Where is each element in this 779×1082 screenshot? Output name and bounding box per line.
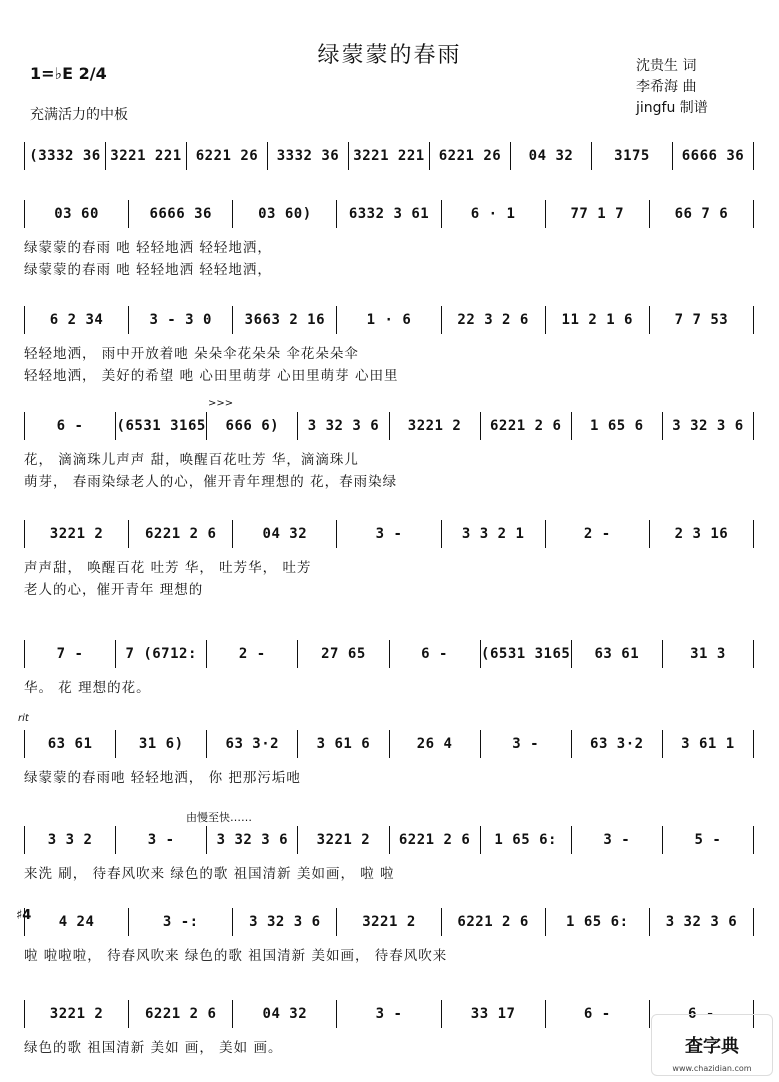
notes-row <box>24 142 754 170</box>
measure: 7 - <box>24 640 116 668</box>
measure: 3221 2 <box>24 1000 129 1028</box>
measure: 3221 2 <box>337 908 441 936</box>
watermark-logo <box>651 1014 773 1076</box>
notes-row <box>24 520 754 548</box>
lyric-line: 绿蒙蒙的春雨 吔 轻轻地洒 轻轻地洒， <box>24 240 272 256</box>
measure: 6221 2 6 <box>390 826 481 854</box>
measure: 6666 36 <box>673 142 754 170</box>
measure: 63 3·2 <box>572 730 663 758</box>
measure: (6531 3165 <box>481 640 572 668</box>
watermark-url: www.chazidian.com <box>672 1064 752 1073</box>
measure: 6221 26 <box>187 142 268 170</box>
measure: 3221 221 <box>349 142 430 170</box>
measure: 3 -: <box>129 908 233 936</box>
measure: 1 65 6: <box>481 826 572 854</box>
measure: 3221 2 <box>24 520 129 548</box>
measure: 6 - <box>390 640 481 668</box>
measure: 63 61 <box>572 640 663 668</box>
measure: 3332 36 <box>268 142 349 170</box>
lyric-line: 萌芽， 春雨染绿老人的心，催开青年理想的 花，春雨染绿 <box>24 474 398 490</box>
measure: 04 32 <box>233 1000 337 1028</box>
measure: 6221 2 6 <box>442 908 546 936</box>
notes-row <box>24 730 754 758</box>
measure: 3 61 6 <box>298 730 389 758</box>
measure: (3332 36 <box>24 142 106 170</box>
lyric-line: 轻轻地洒， 雨中开放着吔 朵朵伞花朵朵 伞花朵朵伞 <box>24 346 359 362</box>
measure: (6531 3165 <box>116 412 207 440</box>
measure: 03 60 <box>24 200 129 228</box>
lyric-line: 绿色的歌 祖国清新 美如 画， 美如 画。 <box>24 1040 283 1056</box>
measure: 33 17 <box>442 1000 546 1028</box>
measure: 3 - <box>481 730 572 758</box>
measure: 3 61 1 <box>663 730 754 758</box>
measure: 3221 2 <box>390 412 481 440</box>
sharp-mark: ♯4 <box>16 908 32 923</box>
measure: 7 (6712: <box>116 640 207 668</box>
lyric-line: 来洗 刷， 待春风吹来 绿色的歌 祖国清新 美如画， 啦 啦 <box>24 866 395 882</box>
measure: 6332 3 61 <box>337 200 441 228</box>
measure: 5 - <box>663 826 754 854</box>
measure: 27 65 <box>298 640 389 668</box>
measure: 3 32 3 6 <box>207 826 298 854</box>
measure: 6 - <box>546 1000 650 1028</box>
tempo-marking: 充满活力的中板 <box>30 107 128 123</box>
notes-row <box>24 412 754 440</box>
composer: 李希海 曲 <box>636 79 697 95</box>
song-title: 绿蒙蒙的春雨 <box>317 43 462 68</box>
measure: 666 6) <box>207 412 298 440</box>
measure: 3 - <box>116 826 207 854</box>
measure: 7 7 53 <box>650 306 754 334</box>
measure: 2 3 16 <box>650 520 754 548</box>
measure: 04 32 <box>233 520 337 548</box>
measure: 6 · 1 <box>442 200 546 228</box>
measure: 3 3 2 1 <box>442 520 546 548</box>
measure: 3 - <box>337 520 441 548</box>
measure: 6221 2 6 <box>129 520 233 548</box>
measure: 31 6) <box>116 730 207 758</box>
watermark-brand: 查字典 <box>685 1036 739 1057</box>
measure: 3663 2 16 <box>233 306 337 334</box>
measure: 3221 2 <box>298 826 389 854</box>
measure: 6 2 34 <box>24 306 129 334</box>
measure: 2 - <box>207 640 298 668</box>
accel-mark: 由慢至快…… <box>186 811 252 824</box>
measure: 66 7 6 <box>650 200 754 228</box>
lyric-line: 绿蒙蒙的春雨吔 轻轻地洒， 你 把那污垢吔 <box>24 770 301 786</box>
lyric-line: 啦 啦啦啦， 待春风吹来 绿色的歌 祖国清新 美如画， 待春风吹来 <box>24 948 448 964</box>
notes-row <box>24 200 754 228</box>
measure: 1 · 6 <box>337 306 441 334</box>
measure: 77 1 7 <box>546 200 650 228</box>
measure: 22 3 2 6 <box>442 306 546 334</box>
measure: 11 2 1 6 <box>546 306 650 334</box>
measure: 3 32 3 6 <box>663 412 754 440</box>
notes-row <box>24 826 754 854</box>
measure: 31 3 <box>663 640 754 668</box>
measure: 04 32 <box>511 142 592 170</box>
measure: 6666 36 <box>129 200 233 228</box>
lyric-line: 绿蒙蒙的春雨 吔 轻轻地洒 轻轻地洒， <box>24 262 272 278</box>
measure: 3 - <box>572 826 663 854</box>
notes-row <box>24 1000 754 1028</box>
measure: 1 65 6 <box>572 412 663 440</box>
lyricist: 沈贵生 词 <box>636 58 697 74</box>
notes-row <box>24 640 754 668</box>
measure: 6 - <box>24 412 116 440</box>
lyric-line: 声声甜， 唤醒百花 吐芳 华， 吐芳华， 吐芳 <box>24 560 312 576</box>
accent-marks: >>> <box>208 398 234 409</box>
key-signature: 1=♭E 2/4 <box>30 64 107 83</box>
credits <box>636 56 708 119</box>
measure: 3175 <box>592 142 673 170</box>
lyric-line: 老人的心，催开青年 理想的 <box>24 582 204 598</box>
lyric-line: 华。 花 理想的花。 <box>24 680 151 696</box>
measure: 6221 2 6 <box>481 412 572 440</box>
measure: 3 32 3 6 <box>298 412 389 440</box>
measure: 26 4 <box>390 730 481 758</box>
measure: 1 65 6: <box>546 908 650 936</box>
measure: 3221 221 <box>106 142 187 170</box>
lyric-line: 轻轻地洒， 美好的希望 吔 心田里萌芽 心田里萌芽 心田里 <box>24 368 399 384</box>
measure: 6221 26 <box>430 142 511 170</box>
measure: 3 - <box>337 1000 441 1028</box>
measure: 63 61 <box>24 730 116 758</box>
measure: 6 - <box>650 1000 754 1028</box>
measure: 6221 2 6 <box>129 1000 233 1028</box>
measure: 03 60) <box>233 200 337 228</box>
rit-mark: rit <box>18 713 29 724</box>
lyric-line: 花， 滴滴珠儿声声 甜，唤醒百花吐芳 华，滴滴珠儿 <box>24 452 359 468</box>
measure: 3 - 3 0 <box>129 306 233 334</box>
measure: 3 32 3 6 <box>233 908 337 936</box>
notes-row <box>24 908 754 936</box>
measure: 3 3 2 <box>24 826 116 854</box>
notes-row <box>24 306 754 334</box>
measure: 63 3·2 <box>207 730 298 758</box>
transcriber: jingfu 制谱 <box>636 100 708 116</box>
measure: 2 - <box>546 520 650 548</box>
measure: 4 24 <box>24 908 129 936</box>
measure: 3 32 3 6 <box>650 908 754 936</box>
